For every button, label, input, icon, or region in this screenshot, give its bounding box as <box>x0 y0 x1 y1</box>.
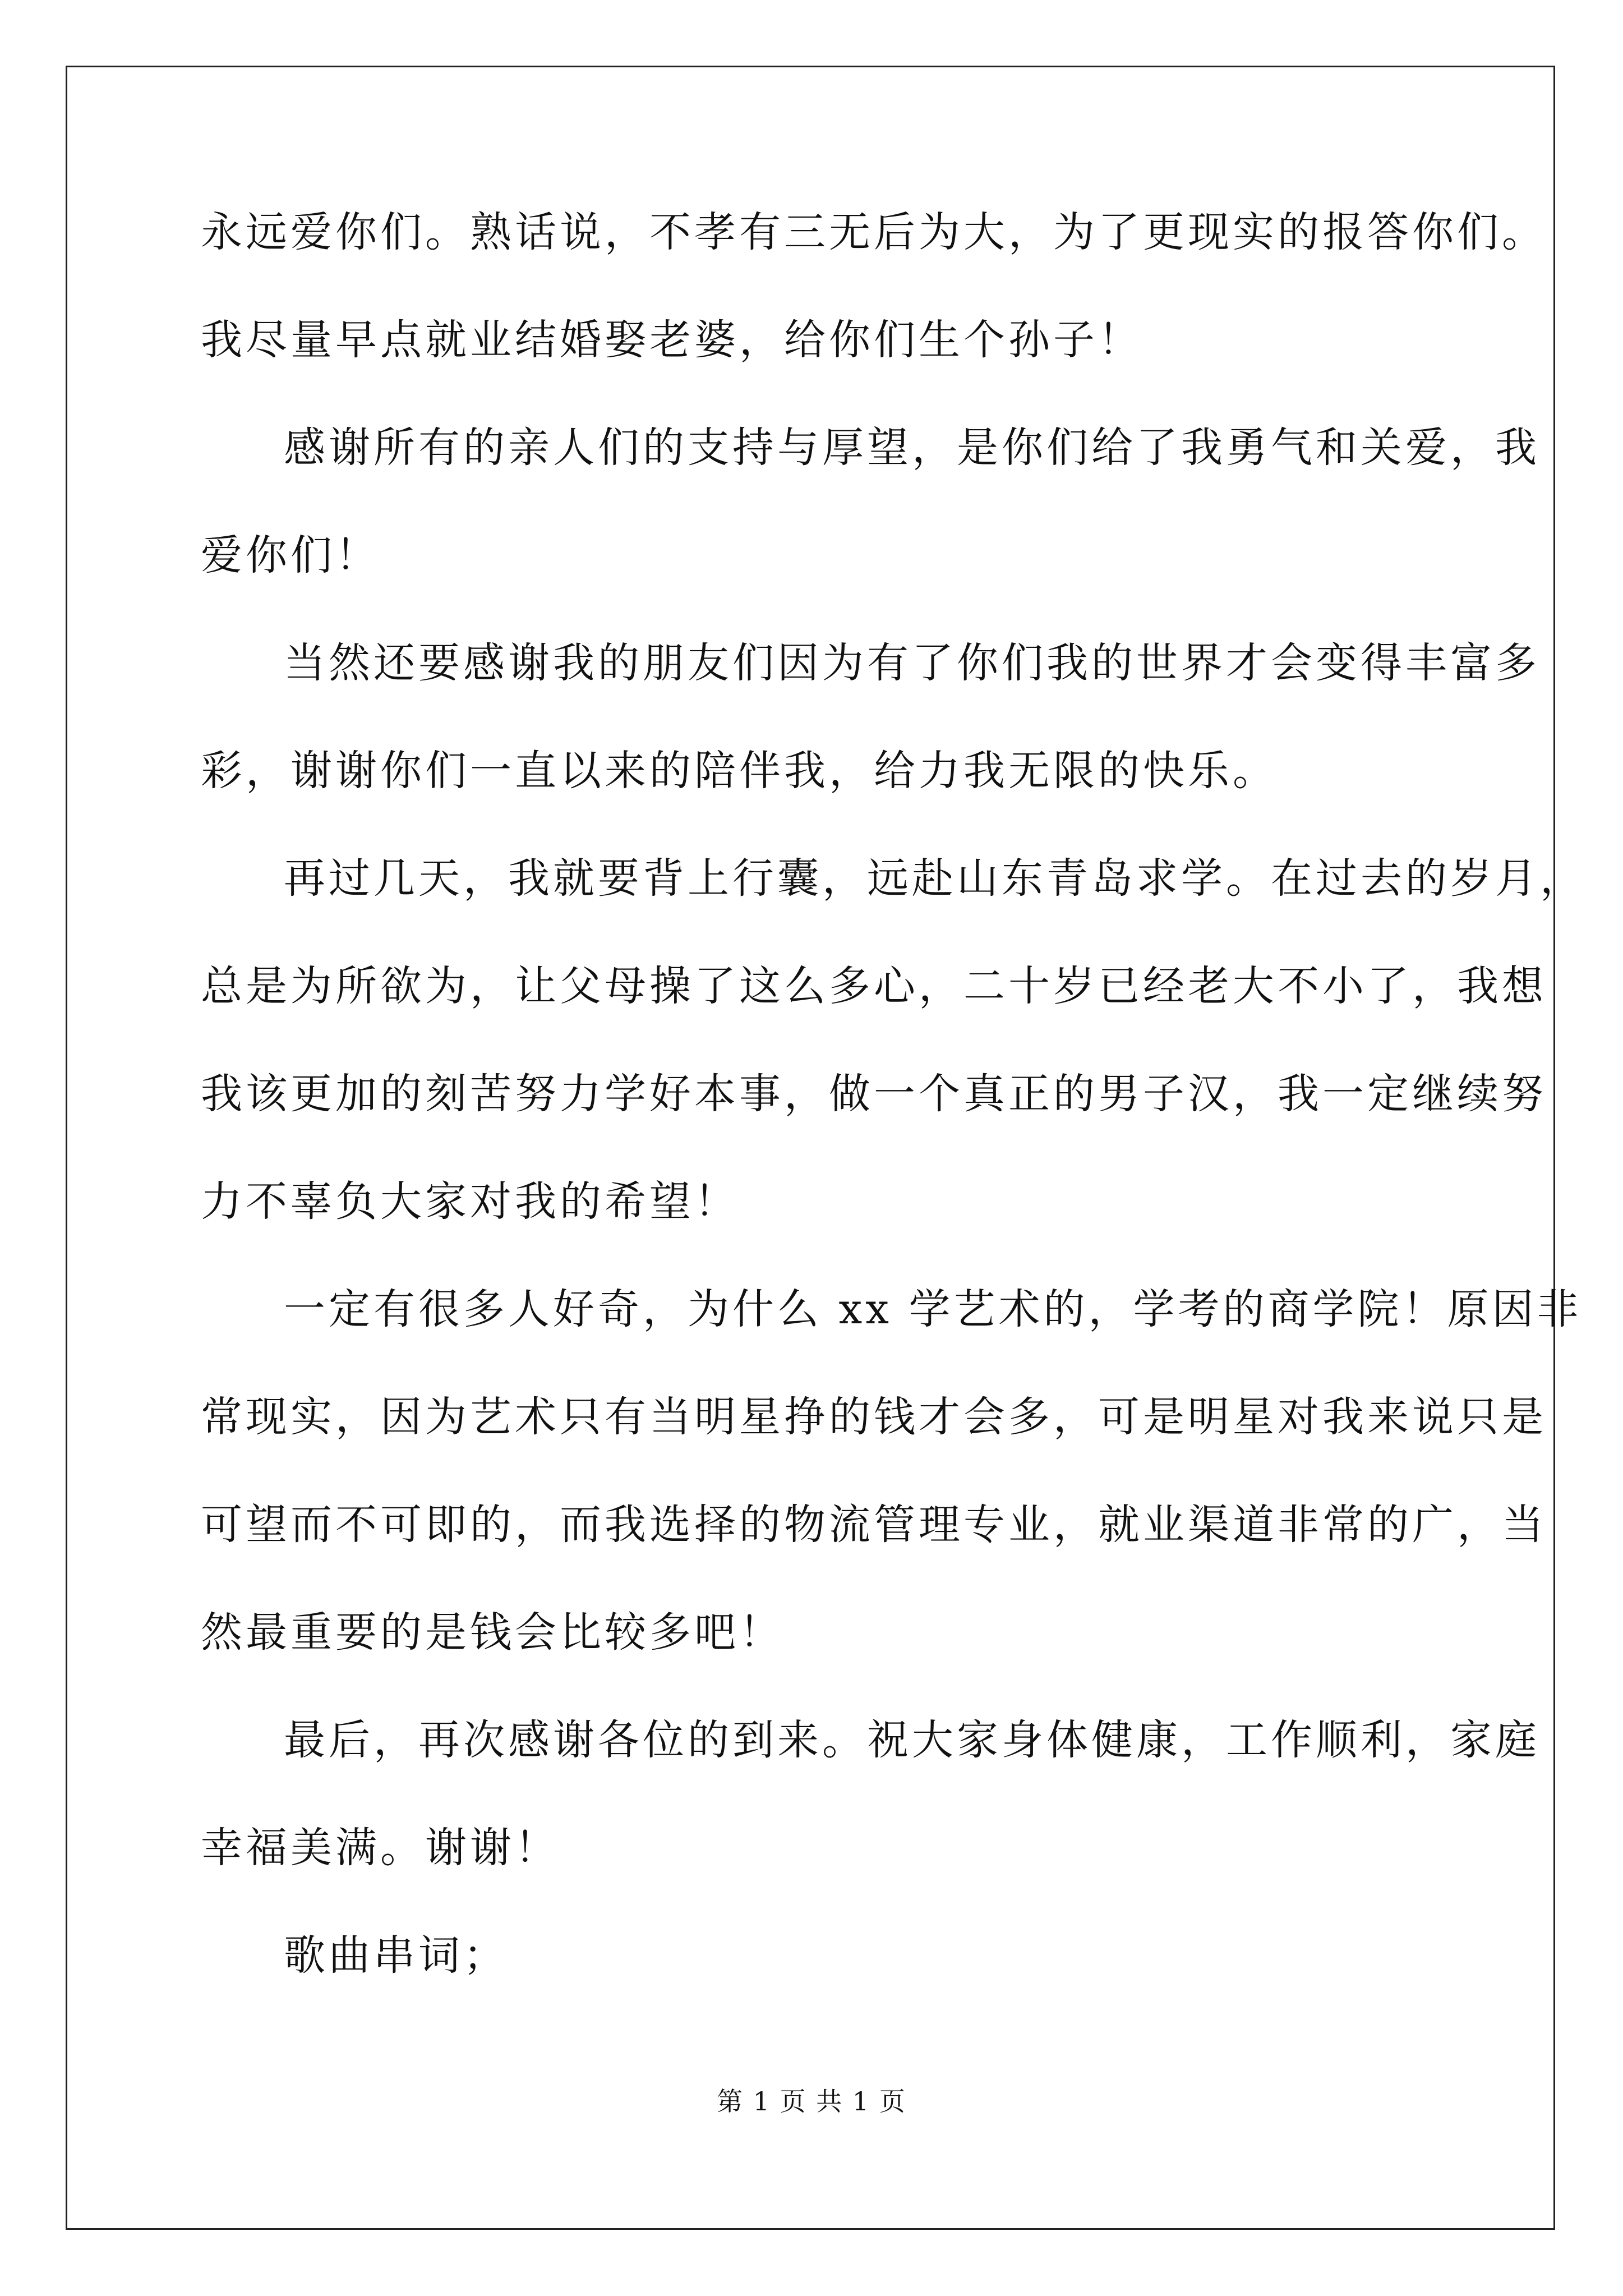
text-line-3: 感谢所有的亲人们的支持与厚望，是你们给了我勇气和关爱，我 <box>284 424 1540 472</box>
text-line-16: 幸福美满。谢谢！ <box>201 1824 560 1872</box>
text-line-4: 爱你们！ <box>201 531 380 579</box>
text-line-11: 一定有很多人好奇，为什么 xx 学艺术的，学考的商学院！原因非 <box>284 1285 1582 1333</box>
text-line-13: 可望而不可即的，而我选择的物流管理专业，就业渠道非常的广，当 <box>201 1501 1547 1549</box>
text-line-8: 总是为所欲为，让父母操了这么多心，二十岁已经老大不小了，我想 <box>201 962 1547 1010</box>
text-line-5: 当然还要感谢我的朋友们因为有了你们我的世界才会变得丰富多 <box>284 639 1540 687</box>
text-line-12: 常现实，因为艺术只有当明星挣的钱才会多，可是明星对我来说只是 <box>201 1393 1547 1441</box>
text-line-17: 歌曲串词； <box>284 1931 508 1980</box>
text-line-1: 永远爱你们。熟话说，不孝有三无后为大，为了更现实的报答你们。 <box>201 208 1547 256</box>
text-line-15: 最后，再次感谢各位的到来。祝大家身体健康，工作顺利，家庭 <box>284 1716 1540 1764</box>
text-line-6: 彩，谢谢你们一直以来的陪伴我，给力我无限的快乐。 <box>201 747 1278 795</box>
page-number-footer: 第 1 页 共 1 页 <box>717 2086 906 2116</box>
text-line-14: 然最重要的是钱会比较多吧！ <box>201 1608 784 1657</box>
text-line-10: 力不辜负大家对我的希望！ <box>201 1177 739 1226</box>
text-line-9: 我该更加的刻苦努力学好本事，做一个真正的男子汉，我一定继续努 <box>201 1070 1547 1118</box>
text-line-7: 再过几天，我就要背上行囊，远赴山东青岛求学。在过去的岁月， <box>284 854 1585 903</box>
text-line-2: 我尽量早点就业结婚娶老婆，给你们生个孙子！ <box>201 316 1143 364</box>
page-border <box>66 66 1555 2230</box>
